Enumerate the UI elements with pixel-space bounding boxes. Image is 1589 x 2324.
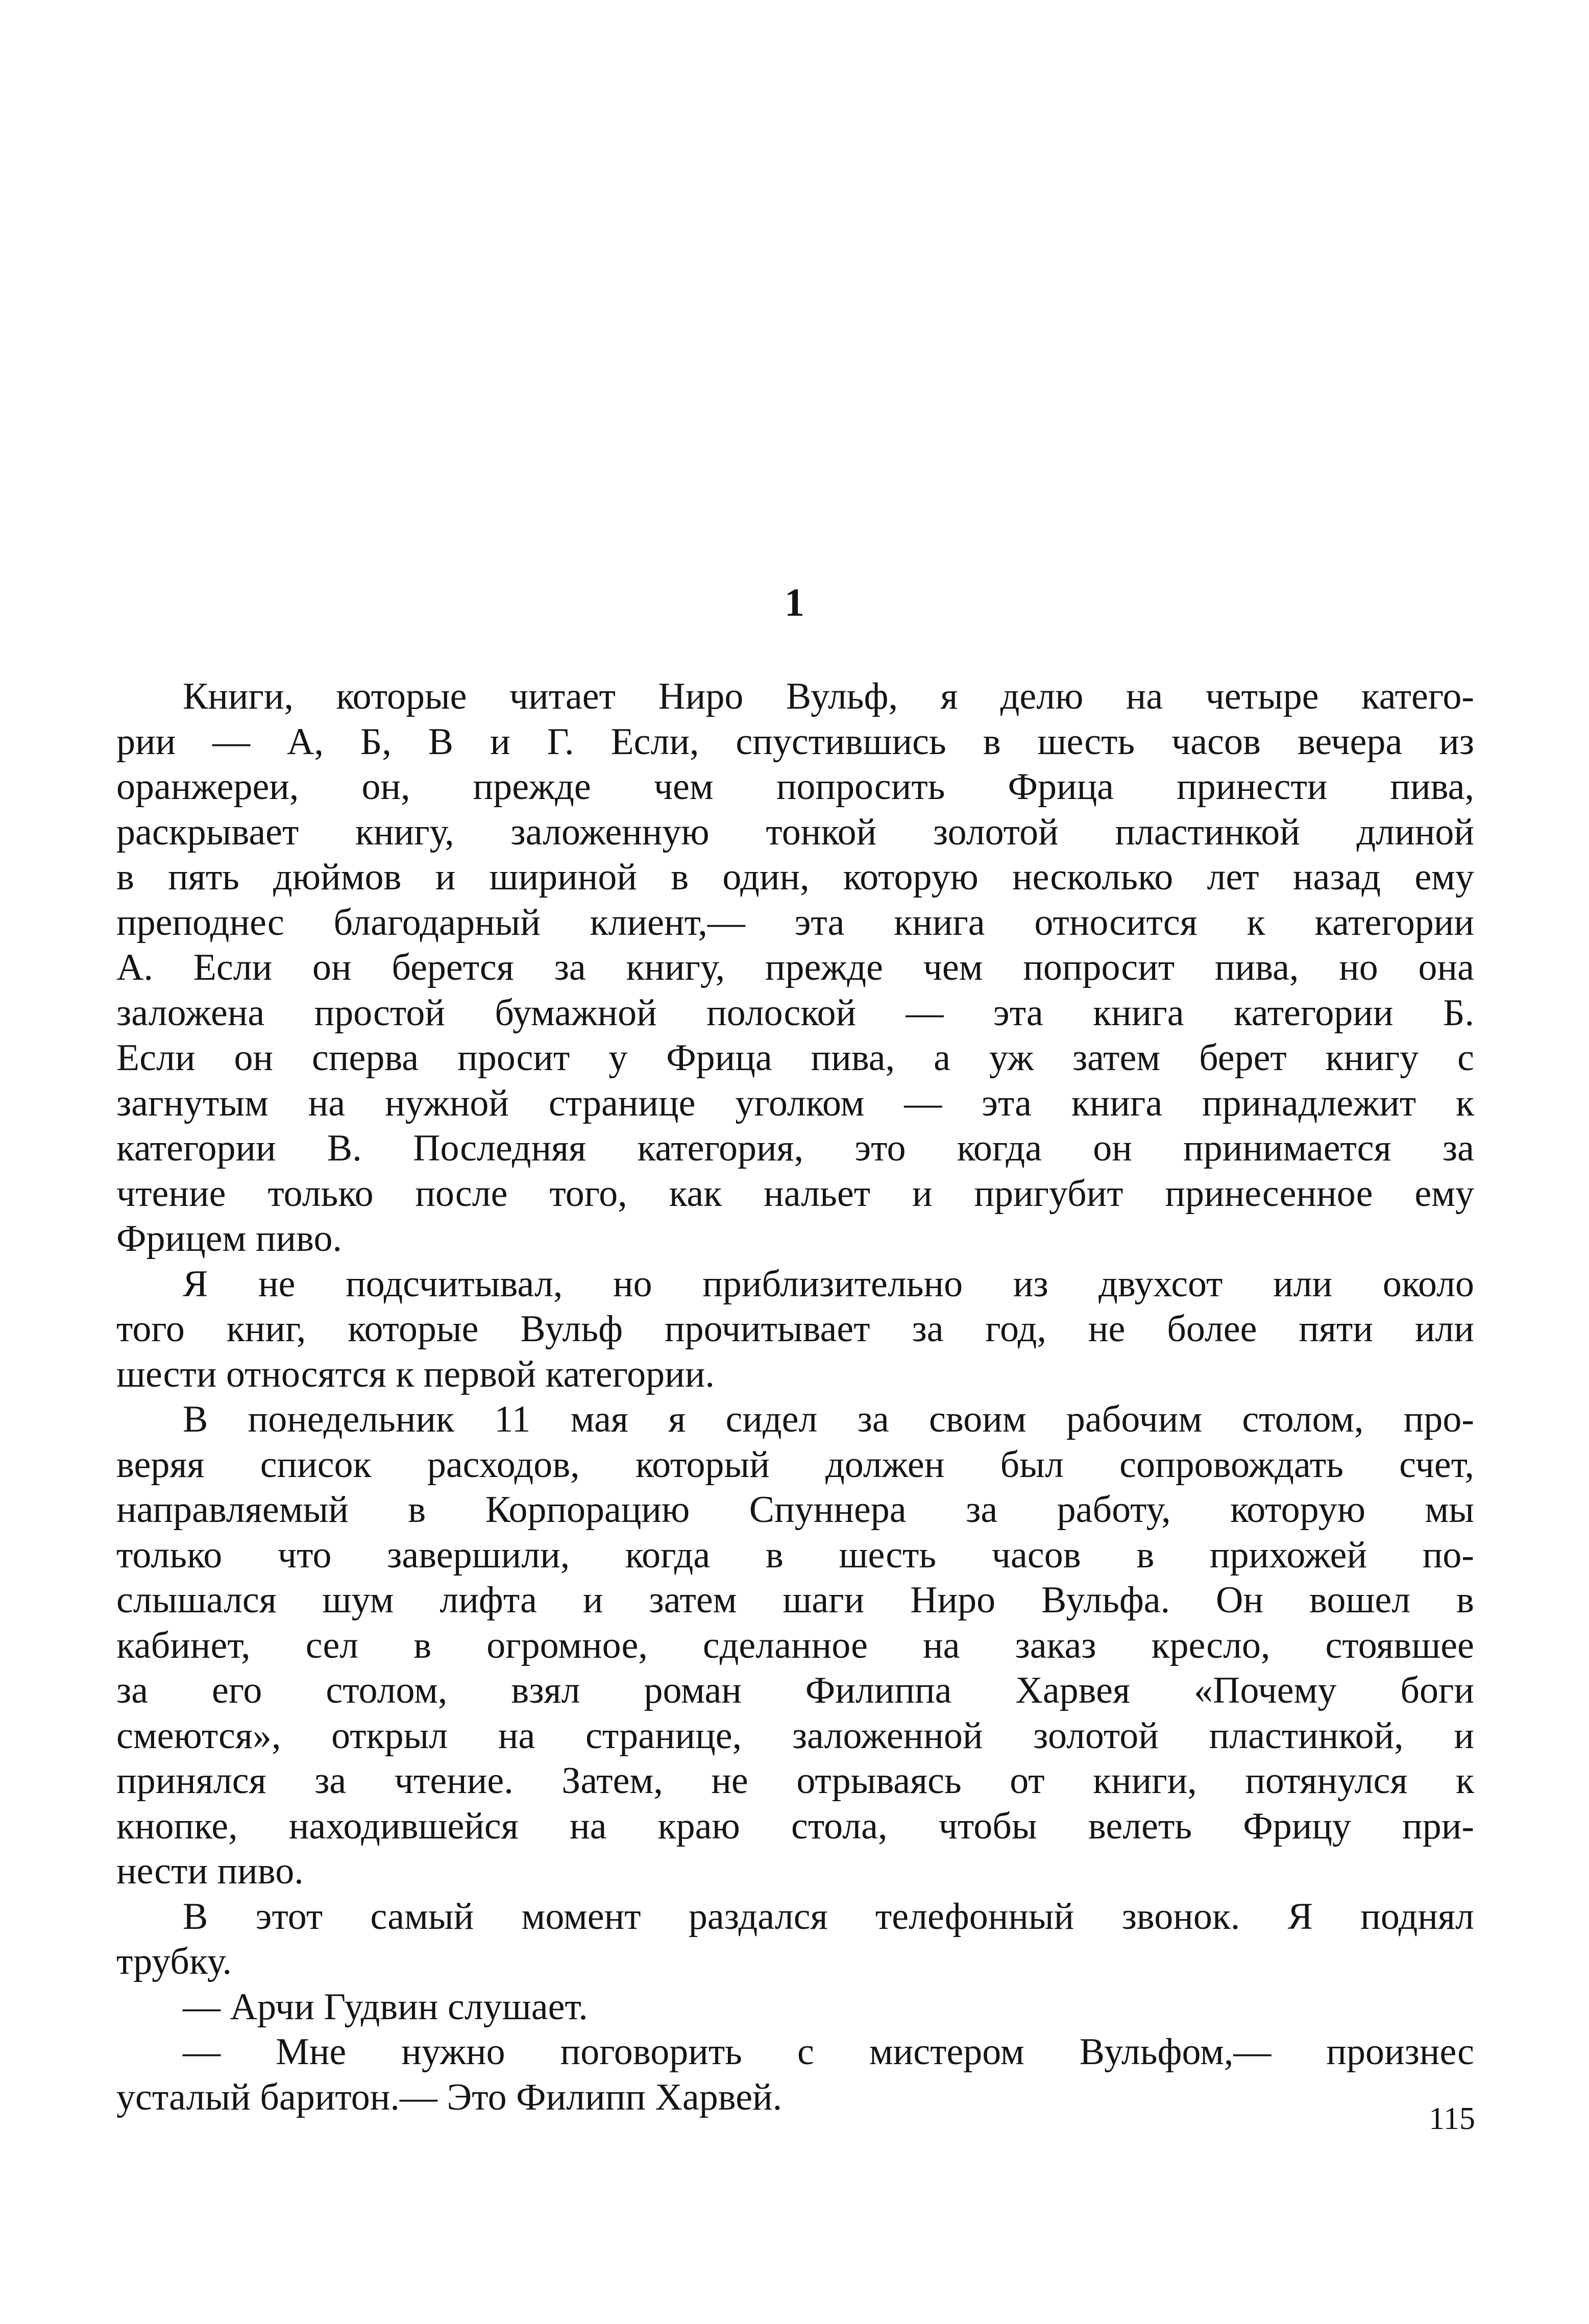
text-line: смеются», открыл на странице, заложенной золотой пластинкой, и	[116, 1714, 1474, 1757]
text-line: А. Если он берется за книгу, прежде чем попросит пива, но она	[116, 947, 1474, 988]
text-line: того книг, которые Вульф прочитывает за год, не более пяти или	[116, 1308, 1474, 1350]
text-line: нести пиво.	[116, 1850, 304, 1892]
text-line: загнутым на нужной странице уголком — эта книга принадлежит к	[116, 1082, 1474, 1124]
paragraph-4	[116, 1894, 1474, 1984]
text-line: категории В. Последняя категория, это когда он принимается за	[116, 1127, 1474, 1169]
text-line: шести относятся к первой категории.	[116, 1353, 715, 1395]
text-line: Я не подсчитывал, но приблизительно из двухсот или около	[183, 1263, 1474, 1305]
text-line: слышался шум лифта и затем шаги Ниро Вульфа. Он вошел в	[116, 1579, 1474, 1621]
text-line: принялся за чтение. Затем, не отрываясь от книги, потянулся к	[116, 1760, 1474, 1802]
chapter-number: 1	[785, 580, 804, 624]
page-number: 115	[1429, 2101, 1475, 2136]
text-line: — Мне нужно поговорить с мистером Вульфом,— произнес	[183, 2031, 1474, 2073]
text-line: оранжереи, он, прежде чем попросить Фрица принести пива,	[116, 766, 1474, 808]
text-line: В этот самый момент раздался телефонный звонок. Я поднял	[183, 1895, 1474, 1938]
text-line: — Арчи Гудвин слушает.	[183, 1986, 588, 2028]
text-line: усталый баритон.— Это Филипп Харвей.	[116, 2076, 783, 2118]
paragraph-6	[116, 2029, 1474, 2120]
text-line: чтение только после того, как нальет и пригубит принесенное ему	[116, 1172, 1474, 1215]
text-line: только что завершили, когда в шесть часов в прихожей по-	[116, 1534, 1474, 1576]
text-line: в пять дюймов и шириной в один, которую несколько лет назад ему	[116, 856, 1474, 898]
text-line: Фрицем пиво.	[116, 1218, 342, 1260]
text-line: кнопке, находившейся на краю стола, чтобы велеть Фрицу при-	[116, 1805, 1474, 1847]
text-line: направляемый в Корпорацию Спуннера за работу, которую мы	[116, 1489, 1474, 1531]
text-line: Книги, которые читает Ниро Вульф, я делю на четыре катего-	[183, 675, 1474, 717]
text-line: В понедельник 11 мая я сидел за своим рабочим столом, про-	[183, 1398, 1474, 1440]
text-line: рии — А, Б, В и Г. Если, спустившись в шесть часов вечера из	[116, 720, 1474, 763]
text-line: веряя список расходов, который должен был сопровождать счет,	[116, 1443, 1474, 1486]
paragraph-1	[116, 674, 1474, 1262]
text-line: трубку.	[116, 1941, 232, 1982]
text-line: раскрывает книгу, заложенную тонкой золотой пластинкой длиной	[116, 811, 1474, 853]
text-line: Если он сперва просит у Фрица пива, а уж затем берет книгу с	[116, 1037, 1474, 1079]
paragraph-2	[116, 1262, 1474, 1397]
text-line: заложена простой бумажной полоской — эта книга категории Б.	[116, 991, 1474, 1034]
text-line: за его столом, взял роман Филиппа Харвея «Почему боги	[116, 1669, 1474, 1711]
body-text	[116, 674, 1474, 2120]
paragraph-3	[116, 1397, 1474, 1894]
text-line: кабинет, сел в огромное, сделанное на заказ кресло, стоявшее	[116, 1624, 1474, 1666]
text-line: преподнес благодарный клиент,— эта книга относится к категории	[116, 901, 1474, 943]
paragraph-5	[116, 1984, 1474, 2030]
